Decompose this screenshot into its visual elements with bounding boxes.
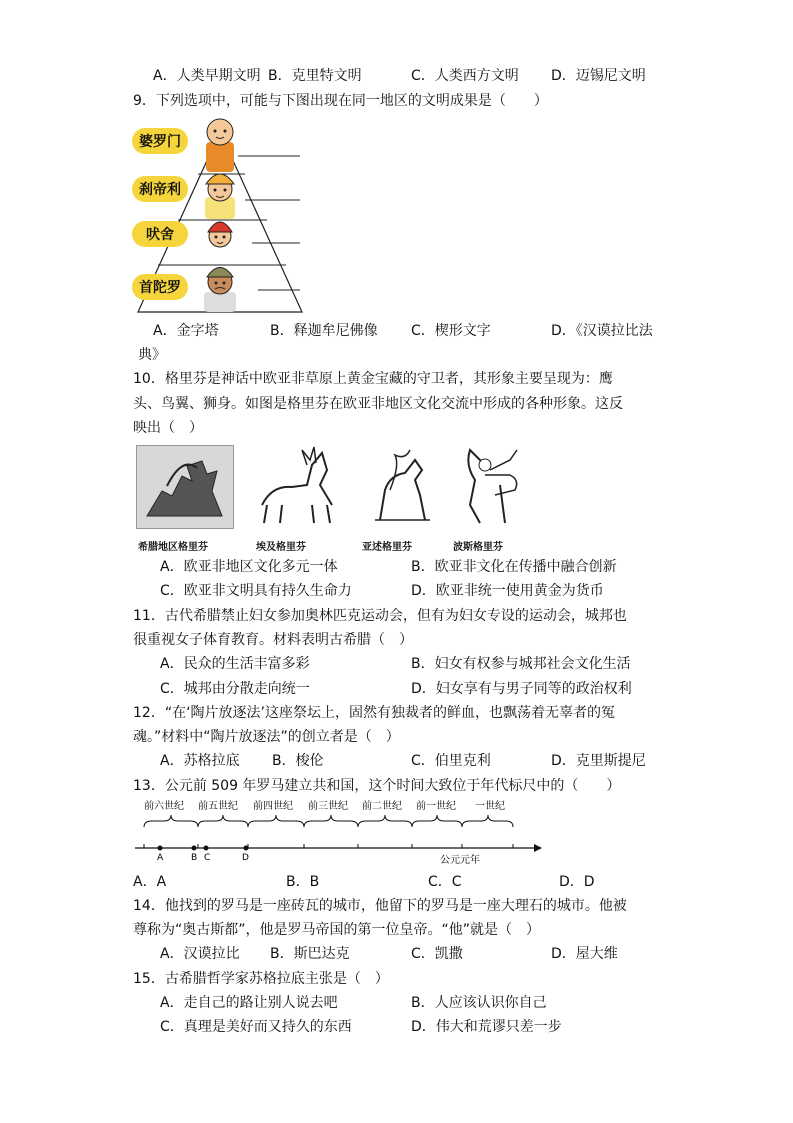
q15-option-b: B．人应该认识你自己 — [411, 995, 547, 1011]
q9-option-a: A．金字塔 — [153, 323, 219, 339]
q9-stem: 9．下列选项中，可能与下图出现在同一地区的文明成果是（ ） — [133, 93, 548, 109]
q10-option-b: B．欧亚非文化在传播中融合创新 — [411, 559, 617, 575]
caste-pyramid-figure — [130, 112, 310, 320]
q13-option-a: A．A — [133, 874, 167, 890]
q10-option-c: C．欧亚非文明具有持久生命力 — [160, 583, 352, 599]
timeline-century-1bc: 前一世纪 — [416, 801, 456, 812]
caste-label-shudra: 首陀罗 — [132, 274, 188, 300]
timeline-century-6bc: 前六世纪 — [144, 801, 184, 812]
timeline-century-4bc: 前四世纪 — [253, 801, 293, 812]
q11-option-b: B．妇女有权参与城邦社会文化生活 — [411, 656, 631, 672]
q8-option-b: B．克里特文明 — [268, 68, 362, 84]
q9-option-d: D．《汉谟拉比法 — [551, 323, 653, 339]
timeline-svg — [132, 797, 547, 867]
q15-option-d: D．伟大和荒谬只差一步 — [411, 1019, 562, 1035]
q13-option-c: C．C — [428, 874, 462, 890]
q10-stem-1: 10．格里芬是神话中欧亚非草原上黄金宝藏的守卫者，其形象主要呈现为：鹰 — [133, 371, 613, 387]
q11-option-a: A．民众的生活丰富多彩 — [160, 656, 310, 672]
q11-option-c: C．城邦由分散走向统一 — [160, 681, 310, 697]
q9-option-d-cont: 典》 — [138, 347, 166, 363]
timeline-point-a: A — [157, 853, 164, 863]
caption-greek-griffin: 希腊地区格里芬 — [138, 542, 208, 553]
q8-option-d: D．迈锡尼文明 — [551, 68, 646, 84]
q8-option-c: C．人类西方文明 — [411, 68, 519, 84]
q10-stem-3: 映出（ ） — [133, 420, 203, 436]
caste-label-vaishya: 吠舍 — [132, 221, 188, 247]
q13-option-b: B．B — [286, 874, 320, 890]
timeline-figure — [132, 797, 547, 867]
q8-option-a: A．人类早期文明 — [153, 68, 261, 84]
q10-option-a: A．欧亚非地区文化多元一体 — [160, 559, 338, 575]
q13-stem: 13．公元前 509 年罗马建立共和国，这个时间大致位于年代标尺中的（ ） — [133, 778, 621, 794]
timeline-point-d: D — [242, 853, 249, 863]
timeline-century-5bc: 前五世纪 — [198, 801, 238, 812]
caption-persia-griffin: 波斯格里芬 — [453, 542, 503, 553]
q15-stem: 15．古希腊哲学家苏格拉底主张是（ ） — [133, 971, 389, 987]
q9-option-b: B．释迦牟尼佛像 — [270, 323, 378, 339]
q11-stem-2: 很重视女子体育教育。材料表明古希腊（ ） — [133, 632, 413, 648]
q14-stem-2: 尊称为“奥古斯都”，他是罗马帝国的第一位皇帝。“他”就是（ ） — [133, 922, 541, 938]
q14-option-a: A．汉谟拉比 — [160, 946, 240, 962]
q14-option-d: D．屋大维 — [551, 946, 618, 962]
q11-stem-1: 11．古代希腊禁止妇女参加奥林匹克运动会，但有为妇女专设的运动会，城邦也 — [133, 608, 627, 624]
timeline-point-b: B — [191, 853, 198, 863]
timeline-century-2bc: 前二世纪 — [362, 801, 402, 812]
q11-option-d: D．妇女享有与男子同等的政治权利 — [411, 681, 632, 697]
q12-stem-1: 12．“在‘陶片放逐法’这座祭坛上，固然有独裁者的鲜血，也飘荡着无辜者的冤 — [133, 705, 615, 721]
timeline-century-1ad: 一世纪 — [475, 801, 505, 812]
q12-option-b: B．梭伦 — [272, 753, 324, 769]
caste-label-brahmin: 婆罗门 — [132, 128, 188, 154]
q10-option-d: D．欧亚非统一使用黄金为货币 — [411, 583, 604, 599]
q14-stem-1: 14．他找到的罗马是一座砖瓦的城市，他留下的罗马是一座大理石的城市。他被 — [133, 898, 627, 914]
q12-option-d: D．克里斯提尼 — [551, 753, 646, 769]
caption-assyria-griffin: 亚述格里芬 — [362, 542, 412, 553]
griffin-egypt-image — [252, 445, 342, 527]
q12-stem-2: 魂。”材料中“陶片放逐法”的创立者是（ ） — [133, 729, 400, 745]
brahmin-figure — [206, 119, 234, 172]
griffin-greek-image — [136, 445, 234, 529]
q12-option-c: C．伯里克利 — [411, 753, 491, 769]
q15-option-c: C．真理是美好而又持久的东西 — [160, 1019, 352, 1035]
timeline-point-c: C — [204, 853, 211, 863]
timeline-ad-label: 公元元年 — [440, 855, 480, 866]
q14-option-b: B．斯巴达克 — [270, 946, 350, 962]
timeline-century-3bc: 前三世纪 — [308, 801, 348, 812]
griffin-persia-image — [455, 445, 525, 527]
q13-option-d: D．D — [559, 874, 595, 890]
q15-option-a: A．走自己的路让别人说去吧 — [160, 995, 338, 1011]
q10-stem-2: 头、鸟翼、狮身。如图是格里芬在欧亚非地区文化交流中形成的各种形象。这反 — [133, 396, 623, 412]
caption-egypt-griffin: 埃及格里芬 — [256, 542, 306, 553]
q12-option-a: A．苏格拉底 — [160, 753, 240, 769]
caste-label-kshatriya: 刹帝利 — [132, 176, 188, 202]
griffin-assyria-image — [360, 445, 440, 527]
q9-option-c: C．楔形文字 — [411, 323, 491, 339]
q14-option-c: C．凯撒 — [411, 946, 463, 962]
